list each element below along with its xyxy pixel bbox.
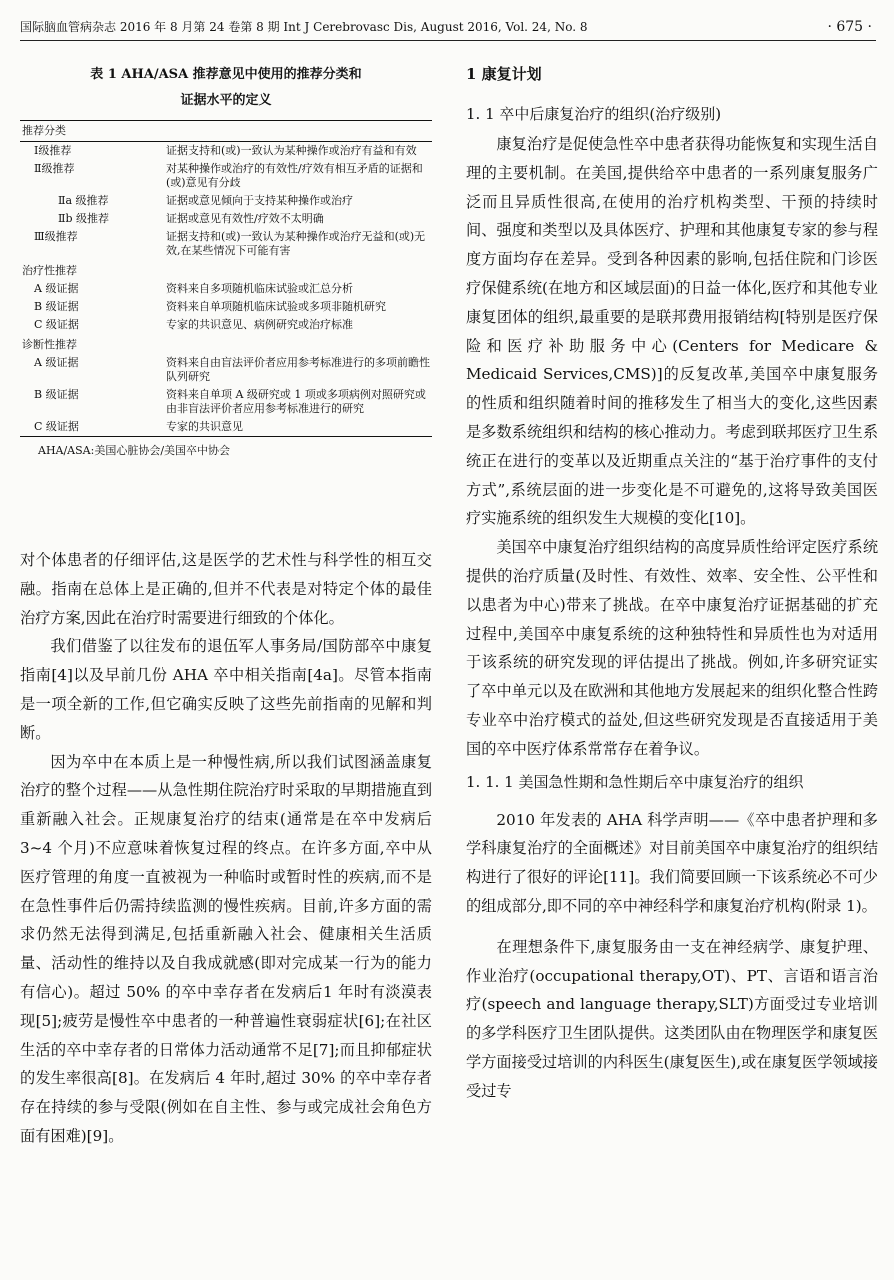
row-value: 专家的共识意见 xyxy=(164,418,432,437)
row-value: 资料来自单项 A 级研究或 1 项或多项病例对照研究或由非盲法评价者应用参考标准进行的研究 xyxy=(166,388,426,415)
row-key: C 级证据 xyxy=(34,318,79,331)
body-paragraph: 康复治疗是促使急性卒中患者获得功能恢复和实现生活自理的主要机制。在美国,提供给卒中患者的一系列康复服务广泛而且异质性很高,在使用的治疗机构类型、干预的持续时间、强度和类型以及具体医疗、护理和其他康复专家的参与程度方面均存在差异。受到各种因素的影响,包括住院和门诊医疗保健系统(在地方和区域层面)的日益一体化,医疗和其他专业康复团体的组织,最重要的是联邦费用报销结构[特别是医疗保险和医疗补助服务中心(Centers for Medicare & Medicaid Services,CMS)]的反复改革,美国卒中康复服务的性质和组织随着时间的推移发生了相当大的变化,这些因素是多数系统组织和结构的核心推动力。考虑到联邦医疗卫生系统正在进行的变革以及近期重点关注的“基于治疗事件的支付方式”,系统层面的进一步变化是不可避免的,这将导致美国医疗实施系统的组织发生大规模的变化[10]。 xyxy=(466,135,878,528)
row-value: 证据或意见倾向于支持某种操作或治疗 xyxy=(166,194,353,207)
row-key: Ⅱ级推荐 xyxy=(34,162,75,175)
body-paragraph: 在理想条件下,康复服务由一支在神经病学、康复护理、作业治疗(occupational therapy,OT)、PT、言语和语言治疗(speech and language therapy,SLT)方面受过专业培训的多学科医疗卫生团队提供。这类团队由在物理医学和康复医学方面接受过培训的内科医生(康复医生),或在康复医学领域接受过专 xyxy=(466,937,878,1100)
table-row xyxy=(20,160,432,192)
row-value: 证据支持和(或)一致认为某种操作或治疗有益和有效 xyxy=(166,144,417,157)
body-paragraph: 因为卒中在本质上是一种慢性病,所以我们试图涵盖康复治疗的整个过程——从急性期住院治疗时采取的早期措施直到重新融入社会。正规康复治疗的结束(通常是在卒中发病后3~4 个月)不应意味着恢复过程的终点。在许多方面,卒中从医疗管理的角度一直被视为一种临时或暂时性的疾病,而不是在急性事件后仍需持续监测的慢性疾病。目前,许多方面的需求仍然无法得到满足,包括重新融入社会、健康相关生活质量、活动性的维持以及自我成就感(即对完成某一行为的能力有信心)。超过 50% 的卒中幸存者在发病后1 年时有淡漠表现[5];疲劳是慢性卒中患者的一种普遍性衰弱症状[6];在社区生活的卒中幸存者的日常体力活动通常不足[7];而且抑郁症状的发生率很高[8]。在发病后 4 年时,超过 30% 的卒中幸存者存在持续的参与受限(例如在自主性、参与或完成社会角色方面有困难)[9]。 xyxy=(20,752,432,1145)
table-row xyxy=(20,298,432,316)
row-value: 资料来自单项随机临床试验或多项非随机研究 xyxy=(166,300,386,313)
table-row xyxy=(20,316,432,334)
body-paragraph: 2010 年发表的 AHA 科学声明——《卒中患者护理和多学科康复治疗的全面概述》对目前美国卒中康复治疗的组织结构进行了很好的评论[11]。我们简要回顾一下该系统必不可少的组成部分,即不同的卒中神经科学和康复治疗机构(附录 1)。 xyxy=(466,810,878,915)
row-value: 对某种操作或治疗的有效性/疗效有相互矛盾的证据和(或)意见有分歧 xyxy=(166,162,423,189)
table-title-line2: 证据水平的定义 xyxy=(180,93,272,108)
row-key: Ⅰ级推荐 xyxy=(34,144,72,157)
table-row xyxy=(20,142,432,161)
table-row xyxy=(20,354,432,386)
row-key: A 级证据 xyxy=(34,356,79,369)
subsection-heading: 1. 1 卒中后康复治疗的组织(治疗级别) xyxy=(466,105,722,123)
row-key: A 级证据 xyxy=(34,282,79,295)
table-row xyxy=(20,192,432,210)
right-column xyxy=(466,62,878,1106)
row-key: B 级证据 xyxy=(34,388,79,401)
row-value: 证据或意见有效性/疗效不太明确 xyxy=(166,212,324,225)
table-row xyxy=(20,418,432,437)
table-title-line1: 表 1 AHA/ASA 推荐意见中使用的推荐分类和 xyxy=(90,67,362,82)
section-treatment: 治疗性推荐 xyxy=(22,264,77,277)
row-value: 证据支持和(或)一致认为某种操作或治疗无益和(或)无效,在某些情况下可能有害 xyxy=(166,230,426,257)
page-number: · 675 · xyxy=(827,19,872,35)
body-paragraph: 我们借鉴了以往发布的退伍军人事务局/国防部卒中康复指南[4]以及早前几份 AHA 卒中相关指南[4a]。尽管本指南是一项全新的工作,但它确实反映了这些先前指南的见解和判断。 xyxy=(20,637,432,742)
row-key: Ⅲ级推荐 xyxy=(34,230,78,243)
row-key: C 级证据 xyxy=(20,418,164,437)
section-heading: 1 康复计划 xyxy=(466,65,542,83)
body-paragraph: 美国卒中康复治疗组织结构的高度异质性给评定医疗系统提供的治疗质量(及时性、有效性、效率、安全性、公平性和以患者为中心)带来了挑战。在卒中康复治疗证据基础的扩充过程中,美国卒中康复系统的这种独特性和异质性也为对适用于该系统的研究发现的评估提出了挑战。例如,许多研究证实了卒中单元以及在欧洲和其他地方发展起来的组织化整合性跨专业卒中治疗模式的益处,但这些研究发现是否直接适用于美国的卒中医疗体系常常存在着争议。 xyxy=(466,538,878,758)
row-key: B 级证据 xyxy=(34,300,79,313)
journal-info: 国际脑血管病杂志 2016 年 8 月第 24 卷第 8 期 Int J Cerebrovasc Dis, August 2016, Vol. 24, No. 8 xyxy=(20,20,588,34)
table-section-row xyxy=(20,334,432,354)
table-row xyxy=(20,228,432,260)
section-diagnostic: 诊断性推荐 xyxy=(22,338,77,351)
table-row xyxy=(20,280,432,298)
table-note: AHA/ASA:美国心脏协会/美国卒中协会 xyxy=(38,444,231,457)
body-paragraph: 对个体患者的仔细评估,这是医学的艺术性与科学性的相互交融。指南在总体上是正确的,但并不代表是对特定个体的最佳治疗方案,因此在治疗时需要进行细致的个体化。 xyxy=(20,551,432,627)
table-header: 推荐分类 xyxy=(20,121,432,142)
row-value: 资料来自由盲法评价者应用参考标准进行的多项前瞻性队列研究 xyxy=(166,356,430,383)
subsection-heading: 1. 1. 1 美国急性期和急性期后卒中康复治疗的组织 xyxy=(466,772,804,791)
row-key: Ⅱa 级推荐 xyxy=(58,194,109,207)
row-value: 资料来自多项随机临床试验或汇总分析 xyxy=(166,282,353,295)
row-value: 专家的共识意见、病例研究或治疗标准 xyxy=(166,318,353,331)
row-key: Ⅱb 级推荐 xyxy=(58,212,110,225)
table-row xyxy=(20,386,432,418)
recommendation-table xyxy=(20,120,432,437)
table-row xyxy=(20,210,432,228)
table-section-row xyxy=(20,260,432,280)
running-header xyxy=(20,14,876,41)
table-block xyxy=(20,62,432,459)
left-body-text xyxy=(20,546,432,1151)
